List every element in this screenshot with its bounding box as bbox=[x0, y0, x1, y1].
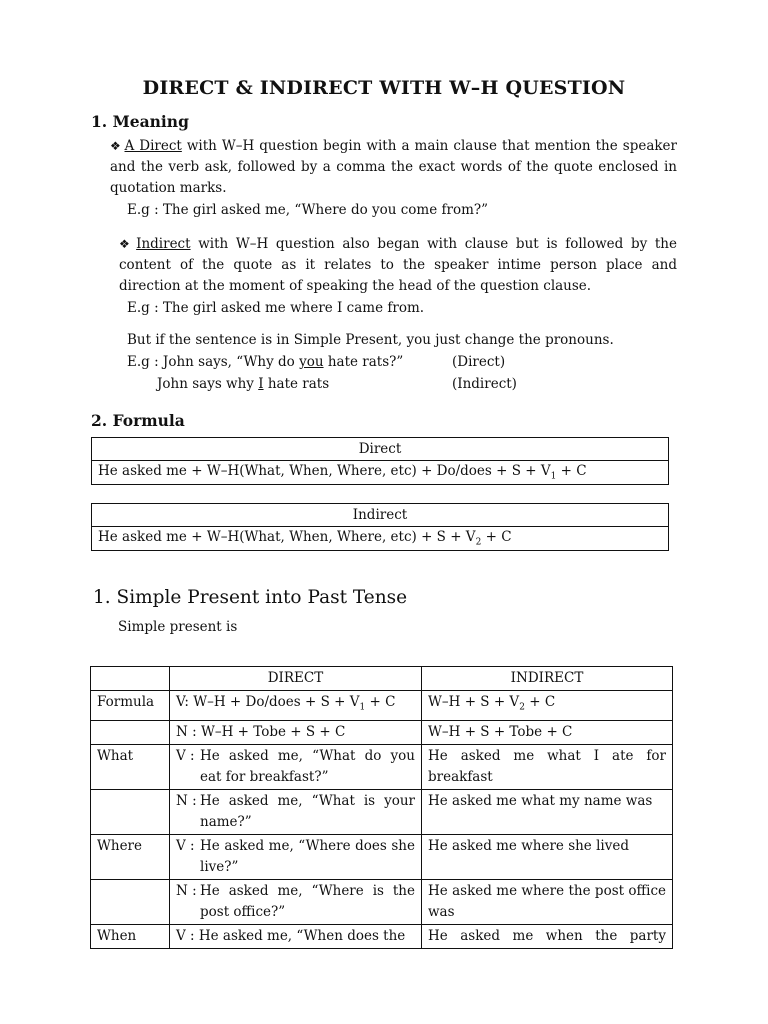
row-label-when: When bbox=[91, 924, 170, 948]
what-n-label: N : bbox=[176, 792, 197, 809]
example-direct-prefix: E.g : John says, “Why do bbox=[127, 354, 300, 370]
direct-formula-end: + C bbox=[556, 463, 587, 479]
page-title: DIRECT & INDIRECT WITH W–H QUESTION bbox=[142, 77, 626, 99]
where-v-indirect: He asked me where she lived bbox=[422, 834, 673, 879]
where-v-label: V : bbox=[176, 837, 195, 854]
table-row bbox=[91, 789, 673, 834]
table-row bbox=[91, 691, 673, 721]
indirect-formula-end: + C bbox=[481, 529, 512, 545]
table-row bbox=[91, 879, 673, 924]
diamond-bullet-icon: ❖ bbox=[119, 237, 134, 251]
where-n-label: N : bbox=[176, 882, 197, 899]
indirect-term: Indirect bbox=[136, 236, 191, 252]
example-direct-pronoun: you bbox=[299, 354, 324, 370]
what-v-label: V : bbox=[176, 747, 195, 764]
table-cell bbox=[91, 667, 170, 691]
formula-v-indirect-text: W–H + S + V bbox=[428, 694, 520, 710]
table-row bbox=[91, 834, 673, 879]
what-n-indirect: He asked me what my name was bbox=[422, 789, 673, 834]
diamond-bullet-icon: ❖ bbox=[110, 139, 122, 153]
where-v-direct bbox=[170, 834, 422, 879]
table-cell bbox=[91, 720, 170, 744]
row-label-what: What bbox=[91, 744, 170, 789]
formula-v-direct-end: + C bbox=[365, 694, 396, 710]
formula-v-indirect-sub: 2 bbox=[519, 702, 525, 713]
formula-v-indirect bbox=[422, 691, 673, 721]
simple-present-note: But if the sentence is in Simple Present, you just change the pronouns. bbox=[127, 332, 614, 348]
when-v-direct: V : He asked me, “When does the bbox=[170, 924, 422, 948]
direct-formula-sub: 1 bbox=[550, 471, 557, 482]
row-label-where: Where bbox=[91, 834, 170, 879]
formula-v-direct-sub: 1 bbox=[359, 702, 366, 713]
formula-n-direct: N : W–H + Tobe + S + C bbox=[170, 720, 422, 744]
table-cell bbox=[91, 879, 170, 924]
section-meaning-heading: 1. Meaning bbox=[91, 112, 189, 131]
what-v-direct bbox=[170, 744, 422, 789]
when-v-indirect: He asked me when the party bbox=[422, 924, 673, 948]
header-indirect: INDIRECT bbox=[422, 667, 673, 691]
table-row bbox=[91, 744, 673, 789]
direct-formula-text: He asked me + W–H(What, When, Where, etc) + Do/does + S + V bbox=[98, 463, 551, 479]
what-n-direct-text: He asked me, “What is your name?” bbox=[200, 792, 415, 830]
indirect-text: with W–H question also began with clause but is followed by the content of the quote as it relates to the speaker intime person place and direction at the moment of speaking the head of the question clause. bbox=[119, 236, 677, 294]
indirect-definition bbox=[119, 234, 677, 297]
direct-formula-table bbox=[91, 437, 669, 485]
indirect-formula-sub: 2 bbox=[475, 537, 482, 548]
example-indirect-suffix: hate rats bbox=[263, 376, 330, 392]
header-direct: DIRECT bbox=[170, 667, 422, 691]
example-indirect-pronoun: I bbox=[258, 376, 264, 392]
formula-v-direct-text: V: W–H + Do/does + S + V bbox=[176, 694, 360, 710]
direct-term: A Direct bbox=[124, 138, 182, 154]
section-tense-heading: 1. Simple Present into Past Tense bbox=[93, 587, 408, 608]
where-v-direct-text: He asked me, “Where does she live?” bbox=[200, 837, 415, 875]
indirect-formula-text: He asked me + W–H(What, When, Where, etc) + S + V bbox=[98, 529, 476, 545]
what-n-direct bbox=[170, 789, 422, 834]
what-v-indirect: He asked me what I ate for breakfast bbox=[422, 744, 673, 789]
indirect-formula bbox=[92, 527, 669, 551]
example-direct-suffix: hate rats?” bbox=[323, 354, 404, 370]
section-formula-heading: 2. Formula bbox=[91, 411, 185, 430]
indirect-formula-table bbox=[91, 503, 669, 551]
table-row bbox=[91, 924, 673, 948]
example-indirect-tag: (Indirect) bbox=[452, 376, 517, 392]
row-label-formula: Formula bbox=[91, 691, 170, 721]
direct-text: with W–H question begin with a main clause that mention the speaker and the verb ask, followed by a comma the exact words of the quote enclosed in quotation marks. bbox=[110, 138, 677, 196]
indirect-formula-label: Indirect bbox=[92, 504, 669, 527]
direct-example: E.g : The girl asked me, “Where do you come from?” bbox=[127, 202, 489, 218]
indirect-example: E.g : The girl asked me where I came from. bbox=[127, 300, 425, 316]
example-direct-tag: (Direct) bbox=[452, 354, 506, 370]
direct-formula-label: Direct bbox=[92, 438, 669, 461]
formula-v-direct bbox=[170, 691, 422, 721]
example-indirect-prefix: John says why bbox=[157, 376, 259, 392]
direct-definition bbox=[110, 136, 677, 199]
table-row bbox=[91, 720, 673, 744]
formula-n-indirect: W–H + S + Tobe + C bbox=[422, 720, 673, 744]
direct-formula bbox=[92, 461, 669, 485]
table-cell bbox=[91, 789, 170, 834]
example-direct-line bbox=[127, 354, 403, 370]
table-header-row bbox=[91, 667, 673, 691]
what-v-direct-text: He asked me, “What do you eat for breakfast?” bbox=[200, 747, 415, 785]
where-n-direct bbox=[170, 879, 422, 924]
simple-present-subheading: Simple present is bbox=[118, 619, 238, 635]
where-n-indirect: He asked me where the post office was bbox=[422, 879, 673, 924]
where-n-direct-text: He asked me, “Where is the post office?” bbox=[200, 882, 415, 920]
example-indirect-line bbox=[157, 376, 329, 392]
formula-v-indirect-end: + C bbox=[524, 694, 556, 710]
conversion-table bbox=[90, 666, 673, 949]
